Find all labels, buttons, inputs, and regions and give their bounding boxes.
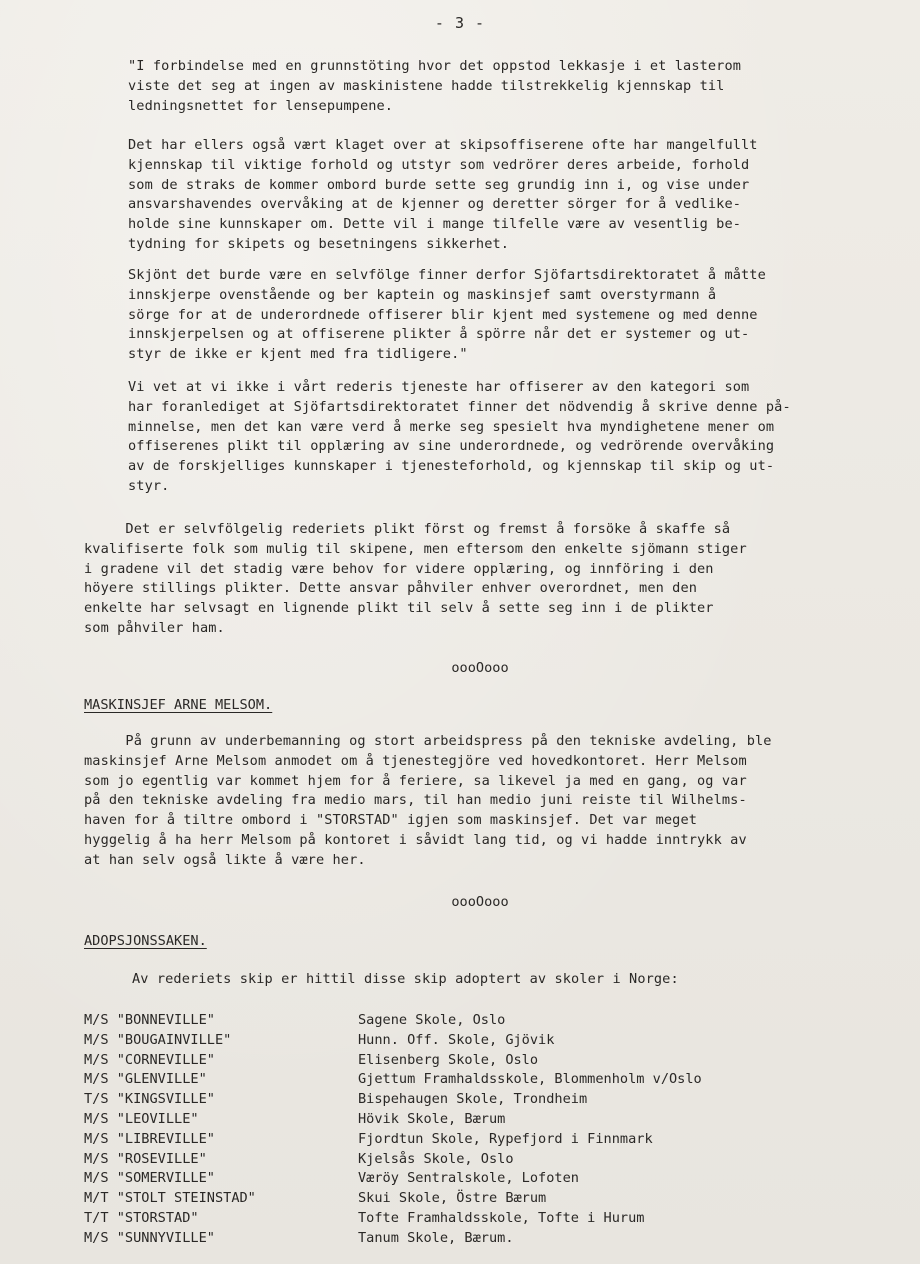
ship-name: M/S "SOMERVILLE" xyxy=(84,1170,215,1187)
school-name: Fjordtun Skole, Rypefjord i Finnmark xyxy=(358,1130,653,1147)
ship-name: T/T "STORSTAD" xyxy=(84,1209,199,1226)
quote-paragraph-3: Skjönt det burde være en selvfölge finner derfor Sjöfartsdirektoratet å måtte innskjerpe ovenstående og ber kaptein og maskinsjef samt overstyrmann å sörge for at de underordnede offiserer blir kjent med systemene og med denne innskjerpelsen og at offiserene plikter å spörre når det er systemer og ut- styr de ikke er kjent med fra tidligere." xyxy=(128,267,766,363)
list-item xyxy=(84,1110,844,1130)
quote-paragraph-1: "I forbindelse med en grunnstöting hvor det oppstod lekkasje i et lasterom viste det seg at ingen av maskinistene hadde tilstrekkelig kjennskap til ledningsnettet for lensepumpene. xyxy=(128,58,742,114)
ship-name: M/S "LEOVILLE" xyxy=(84,1110,199,1127)
section-heading-adoption: ADOPSJONSSAKEN. xyxy=(84,933,207,949)
ship-name: M/S "BOUGAINVILLE" xyxy=(84,1031,232,1048)
section-separator: oooOooo xyxy=(451,894,509,910)
list-item xyxy=(84,1229,844,1249)
ship-name: M/S "SUNNYVILLE" xyxy=(84,1229,215,1246)
ship-name: M/S "LIBREVILLE" xyxy=(84,1130,215,1147)
duty-paragraph: Det er selvfölgelig rederiets plikt först og fremst å forsöke å skaffe så kvalifiserte folk som mulig til skipene, men eftersom den enkelte sjömann stiger i gradene vil det stadig være behov for videre opplæring, og innföring i den höyere stillings plikter. Dette ansvar påhviler enhver overordnet, men den enkelte har selvsagt en lignende plikt til selv å sette seg inn i de plikter som påhviler ham. xyxy=(84,521,747,636)
school-name: Tofte Framhaldsskole, Tofte i Hurum xyxy=(358,1209,645,1226)
list-item xyxy=(84,1051,844,1071)
ship-name: M/T "STOLT STEINSTAD" xyxy=(84,1190,256,1207)
ship-name: M/S "GLENVILLE" xyxy=(84,1071,207,1088)
list-item xyxy=(84,1070,844,1090)
comment-paragraph: Vi vet at vi ikke i vårt rederis tjeneste har offiserer av den kategori som har foranlediget at Sjöfartsdirektoratet finner det nödvendig å skrive denne på- minnelse, men det kan være verd å merke seg spesielt hva myndighetene mener om offiserenes plikt til opplæring av sine underordnede, og vedrörende overvåking av de forskjelliges kunnskaper i tjenesteforhold, og kjennskap til skip og ut- styr. xyxy=(128,379,791,494)
ship-school-list xyxy=(84,1011,844,1249)
school-name: Hunn. Off. Skole, Gjövik xyxy=(358,1031,555,1048)
list-item xyxy=(84,1189,844,1209)
ship-name: M/S "ROSEVILLE" xyxy=(84,1150,207,1167)
ship-name: M/S "BONNEVILLE" xyxy=(84,1012,215,1028)
ship-name: M/S "CORNEVILLE" xyxy=(84,1051,215,1068)
page-number: - 3 - xyxy=(434,14,486,32)
list-item xyxy=(84,1031,844,1051)
school-name: Elisenberg Skole, Oslo xyxy=(358,1051,539,1068)
list-item xyxy=(84,1011,844,1031)
adoption-intro: Av rederiets skip er hittil disse skip adoptert av skoler i Norge: xyxy=(132,971,679,987)
section-heading-melsom: MASKINSJEF ARNE MELSOM. xyxy=(84,697,273,713)
school-name: Kjelsås Skole, Oslo xyxy=(358,1150,514,1167)
list-item xyxy=(84,1130,844,1150)
ship-name: T/S "KINGSVILLE" xyxy=(84,1091,215,1108)
melsom-paragraph: På grunn av underbemanning og stort arbeidspress på den tekniske avdeling, ble maskinsjef Arne Melsom anmodet om å tjenestegjöre ved hovedkontoret. Herr Melsom som jo egentlig var kommet hjem for å feriere, sa likevel ja med en gang, og var på den tekniske avdeling fra medio mars, til han medio juni reiste til Wilhelms- haven for å tiltre ombord i "STORSTAD" igjen som maskinsjef. Det var meget hyggelig å ha herr Melsom på kontoret i såvidt lang tid, og vi hadde inntrykk av at han selv også likte å være her. xyxy=(84,733,772,868)
school-name: Gjettum Framhaldsskole, Blommenholm v/Oslo xyxy=(358,1071,702,1088)
school-name: Skui Skole, Östre Bærum xyxy=(358,1190,547,1207)
school-name: Sagene Skole, Oslo xyxy=(358,1012,506,1028)
list-item xyxy=(84,1209,844,1229)
list-item xyxy=(84,1090,844,1110)
school-name: Hövik Skole, Bærum xyxy=(358,1110,506,1127)
section-separator: oooOooo xyxy=(451,660,509,676)
list-item xyxy=(84,1150,844,1170)
school-name: Bispehaugen Skole, Trondheim xyxy=(358,1091,588,1108)
school-name: Tanum Skole, Bærum. xyxy=(358,1229,514,1246)
school-name: Væröy Sentralskole, Lofoten xyxy=(358,1170,579,1187)
quote-paragraph-2: Det har ellers også vært klaget over at skipsoffiserene ofte har mangelfullt kjennskap til viktige forhold og utstyr som vedrörer deres arbeide, forhold som de straks de kommer ombord burde sette seg grundig inn i, og vise under ansvarshavendes overvåking at de kjenner og deretter sörger for å vedlike- holde sine kunnskaper om. Dette vil i mange tilfelle være av vesentlig be- tydning for skipets og besetningens sikkerhet. xyxy=(128,137,758,252)
list-item xyxy=(84,1169,844,1189)
